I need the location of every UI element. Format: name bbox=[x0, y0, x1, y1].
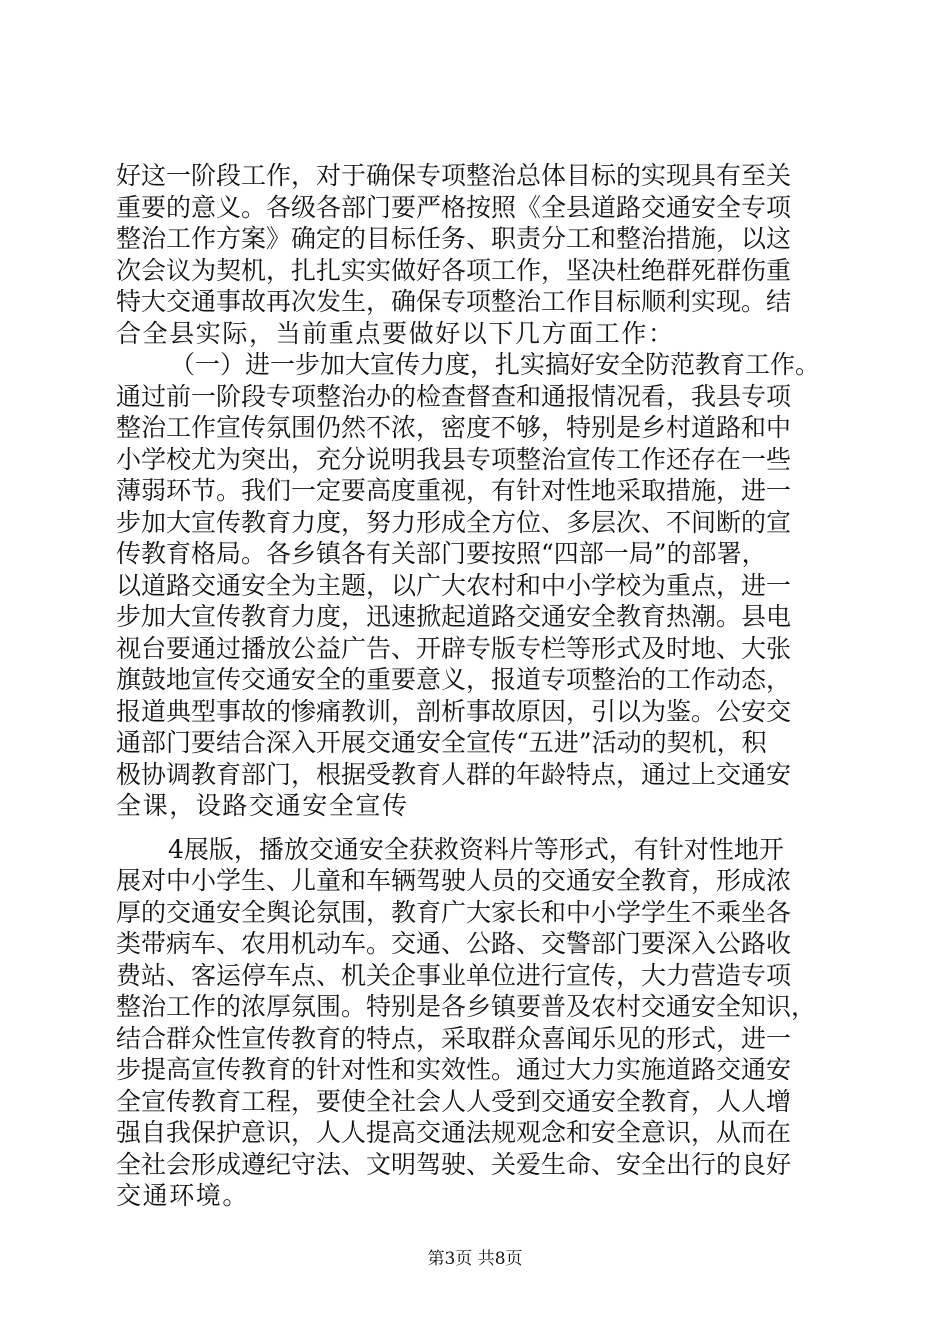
text-line: 以道路交通安全为主题，以广大农村和中小学校为重点，进一 bbox=[116, 571, 792, 600]
paragraph-first-line: （一）进一步加大宣传力度，扎实搞好安全防范教育工作。 bbox=[170, 350, 821, 379]
text-line: 重要的意义。各级各部门要严格按照《全县道路交通安全专项 bbox=[116, 193, 792, 222]
text-line: 传教育格局。各乡镇各有关部门要按照“四部一局”的部署， bbox=[116, 539, 767, 568]
text-line: 交通环境。 bbox=[116, 1181, 250, 1210]
text-line: 报道典型事故的惨痛教训，剖析事故原因，引以为鉴。公安交 bbox=[116, 697, 792, 726]
text-line: 步加大宣传教育力度，努力形成全方位、多层次、不间断的宣 bbox=[116, 508, 792, 537]
text-line: 特大交通事故再次发生，确保专项整治工作目标顺利实现。结 bbox=[116, 287, 792, 316]
text-line: 旗鼓地宣传交通安全的重要意义，报道专项整治的工作动态， bbox=[116, 665, 792, 694]
text-line: 全宣传教育工程，要使全社会人人受到交通安全教育，人人增 bbox=[116, 1087, 792, 1116]
text-line: 类带病车、农用机动车。交通、公路、交警部门要深入公路收 bbox=[116, 929, 792, 958]
text-line: 费站、客运停车点、机关企事业单位进行宣传，大力营造专项 bbox=[116, 961, 792, 990]
text-line: 全课，设路交通安全宣传 bbox=[116, 791, 409, 820]
text-line: 步提高宣传教育的针对性和实效性。通过大力实施道路交通安 bbox=[116, 1055, 792, 1084]
text-line: 视台要通过播放公益广告、开辟专版专栏等形式及时地、大张 bbox=[116, 634, 792, 663]
text-line: 次会议为契机，扎扎实实做好各项工作，坚决杜绝群死群伤重 bbox=[116, 256, 792, 285]
text-line: 小学校尤为突出，充分说明我县专项整治宣传工作还存在一些 bbox=[116, 445, 792, 474]
text-line: 展对中小学生、儿童和车辆驾驶人员的交通安全教育，形成浓 bbox=[116, 866, 792, 895]
text-line: 整治工作宣传氛围仍然不浓，密度不够，特别是乡村道路和中 bbox=[116, 413, 792, 442]
text-line: 薄弱环节。我们一定要高度重视，有针对性地采取措施，进一 bbox=[116, 476, 792, 505]
text-line: 极协调教育部门，根据受教育人群的年龄特点，通过上交通安 bbox=[116, 760, 792, 789]
paragraph-first-line: 4展版，播放交通安全获救资料片等形式，有针对性地开 bbox=[168, 835, 784, 864]
text-line: 厚的交通安全舆论氛围，教育广大家长和中小学学生不乘坐各 bbox=[116, 898, 792, 927]
text-line: 好这一阶段工作，对于确保专项整治总体目标的实现具有至关 bbox=[116, 161, 792, 190]
text-line: 整治工作方案》确定的目标任务、职责分工和整治措施，以这 bbox=[116, 224, 792, 253]
text-line: 结合群众性宣传教育的特点，采取群众喜闻乐见的形式，进一 bbox=[116, 1024, 792, 1053]
text-line: 合全县实际，当前重点要做好以下几方面工作： bbox=[116, 319, 675, 348]
text-line: 强自我保护意识，人人提高交通法规观念和安全意识，从而在 bbox=[116, 1118, 792, 1147]
text-line: 步加大宣传教育力度，迅速掀起道路交通安全教育热潮。县电 bbox=[116, 602, 792, 631]
text-line: 通部门要结合深入开展交通安全宣传“五进”活动的契机，积 bbox=[116, 728, 767, 757]
text-line: 全社会形成遵纪守法、文明驾驶、关爱生命、安全出行的良好 bbox=[116, 1150, 792, 1179]
text-line: 整治工作的浓厚氛围。特别是各乡镇要普及农村交通安全知识， bbox=[116, 992, 817, 1021]
page-footer: 第3页 共8页 bbox=[427, 1249, 523, 1269]
text-line: 通过前一阶段专项整治办的检查督查和通报情况看，我县专项 bbox=[116, 382, 792, 411]
